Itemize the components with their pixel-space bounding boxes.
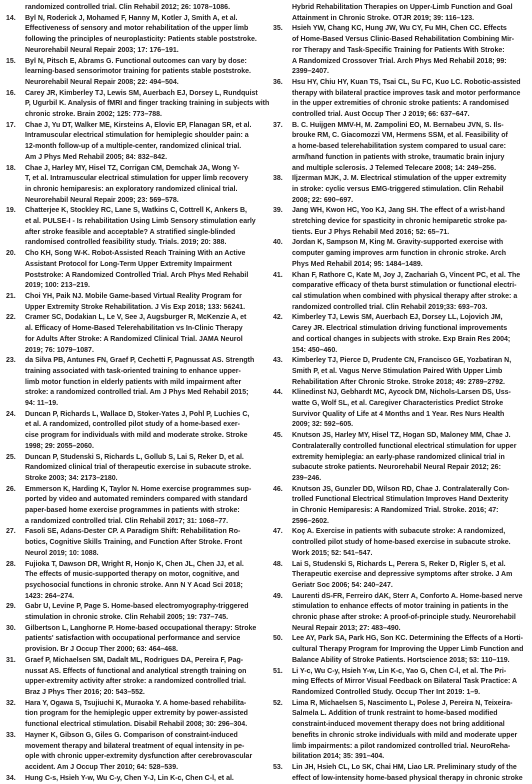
reference-entry	[273, 356, 529, 388]
reference-line: 2019; 76: 1079–1087.	[25, 346, 94, 354]
reference-text	[292, 388, 529, 431]
reference-line: for Adults After Stroke: A Randomized Clinical Trial. JAMA Neurol	[25, 335, 243, 343]
reference-line: Rehabilitation After Chronic Stroke. Stroke 2018; 49: 2789–2792.	[292, 378, 505, 386]
reference-line: accident. Am J Occup Ther 2010; 64: 528–539.	[25, 763, 179, 771]
reference-number: 42.	[273, 314, 283, 322]
reference-line: Koç A. Exercise in patients with subacute stroke: A randomized,	[292, 528, 506, 536]
reference-entry	[6, 356, 262, 410]
reference-line: in stroke: cyclic versus EMG-triggered stimulation. Clin Rehabil	[292, 185, 504, 193]
reference-line: Lai S, Studenski S, Richards L, Perera S, Reker D, Rigler S, et al.	[292, 560, 506, 568]
reference-line: in the upper extremities of chronic stroke patients: A randomised	[292, 100, 509, 108]
reference-entry	[6, 602, 262, 623]
reference-number: 52.	[273, 699, 283, 707]
reference-line: Salmela L. Addition of trunk restraint to home-based modified	[292, 710, 498, 718]
reference-line: in Chronic Hemiparesis: A Randomized Trial. Stroke. 2016; 47:	[292, 507, 499, 515]
reference-entry	[6, 3, 262, 14]
reference-line: randomized controlled trial. Clin Rehabil 2012; 26: 1078–1086.	[25, 4, 231, 11]
left-column	[6, 3, 270, 784]
reference-line: watte G, Wolf SL, et al. Caregiver Characteristics Predict Stroke	[292, 400, 504, 408]
reference-line: constraint-induced movement therapy does not bring additional	[292, 721, 505, 729]
reference-entry	[273, 634, 529, 666]
reference-line: Poststroke: A Randomized Controlled Trial. Arch Phys Med Rehabil	[25, 271, 249, 279]
right-column	[273, 3, 529, 784]
reference-line: tients. Eur J Phys Rehabil Med 2016; 52: 65–71.	[292, 228, 450, 236]
reference-entry	[6, 121, 262, 164]
reference-line: Gilbertson L, Langhorne P. Home-based occupational therapy: Stroke	[25, 624, 257, 632]
reference-line: randomised controlled feasibility study. Trials. 2019; 20: 388.	[25, 239, 227, 247]
reference-line: Neurol 2019; 10: 1088.	[25, 549, 99, 557]
reference-entry	[273, 78, 529, 121]
reference-line: ported by video and automated reminders compared with standard	[25, 496, 248, 504]
reference-line: Klinedinst NJ, Gebhardt MC, Aycock DM, Nichols-Larsen DS, Uss-	[292, 389, 511, 397]
reference-entry	[6, 527, 262, 559]
reference-text	[25, 527, 262, 559]
reference-line: patients' satisfaction with occupational performance and service	[25, 635, 241, 643]
reference-number: 50.	[273, 635, 283, 643]
reference-line: Fasoli SE, Adans-Dester CP. A Paradigm Shift: Rehabilitation Ro-	[25, 528, 241, 536]
reference-number: 21.	[6, 292, 16, 300]
reference-entry	[6, 453, 262, 485]
reference-line: Cho KH, Song W-K. Robot-Assisted Reach Training With an Active	[25, 250, 246, 258]
reference-text	[25, 410, 262, 453]
reference-number: 16.	[6, 89, 16, 97]
reference-line: Jang WH, Kwon HC, Yoo KJ, Jang SH. The effect of a wrist-hand	[292, 207, 505, 215]
reference-entry	[6, 292, 262, 313]
reference-text	[25, 313, 262, 356]
reference-text	[25, 57, 262, 89]
reference-line: Work 2015; 52: 541–547.	[292, 549, 373, 557]
reference-line: Neurorehabil Neural Repair 2008; 22: 494–504.	[25, 78, 179, 86]
reference-line: Chae J, Yu DT, Walker ME, Kirsteins A, Elovic EP, Flanagan SR, et al.	[25, 121, 252, 129]
reference-line: after stroke feasible and acceptable? A stratified single-blinded	[25, 228, 236, 236]
reference-number: 26.	[6, 485, 16, 493]
reference-line: movement therapy and bilateral treatment of equal intensity in pe-	[25, 742, 245, 750]
reference-line: Hybrid Rehabilitation Therapies on Upper-Limb Function and Goal	[292, 4, 513, 11]
reference-line: psychosocial functions in chronic stroke. Ann N Y Acad Sci 2018;	[25, 581, 243, 589]
reference-line: Balance Ability of Stroke Patients. Hortscience 2018; 53: 110–119.	[292, 656, 510, 664]
reference-text	[25, 453, 262, 485]
reference-line: et al. PULSE-I - Is rehabilitation Using Limb Sensory stimulation early	[25, 218, 256, 226]
reference-entry	[273, 431, 529, 485]
reference-entry	[6, 313, 262, 356]
reference-line: learning-based sensorimotor training for patients stable poststroke.	[25, 68, 251, 76]
reference-line: Lima R, Michaelsen S, Nascimento L, Polese J, Pereira N, Teixeira-	[292, 699, 513, 707]
reference-line: bilitation 2014; 35: 391–404.	[292, 753, 385, 761]
reference-line: Choi YH, Paik NJ. Mobile Game-based Virtual Reality Program for	[25, 292, 242, 300]
reference-line: Duncan P, Studenski S, Richards L, Gollub S, Lai S, Reker D, et al.	[25, 453, 244, 461]
reference-line: A Randomized Crossover Trial. Arch Phys Med Rehabil 2018; 99:	[292, 57, 507, 65]
reference-text	[292, 634, 529, 666]
reference-entry	[6, 89, 270, 121]
reference-number: 25.	[6, 453, 16, 461]
reference-number: 46.	[273, 485, 283, 493]
reference-line: Effectiveness of sensory and motor rehabilitation of the upper limb	[25, 25, 249, 33]
reference-line: nussat AS. Effects of functional and analytical strength training on	[25, 667, 247, 675]
reference-entry	[273, 485, 529, 528]
reference-line: 2399–2407.	[292, 68, 329, 76]
reference-line: Carey JR. Electrical stimulation driving functional improvements	[292, 325, 508, 333]
reference-line: a randomized controlled trial. Clin Rehabil 2017; 31: 1068–77.	[25, 517, 229, 525]
reference-line: stimulation to enhance effects of motor training in patients in the	[292, 603, 509, 611]
reference-line: arm/hand function in patients with stroke, traumatic brain injury	[292, 153, 505, 161]
reference-line: 2008; 22: 690–697.	[292, 196, 354, 204]
reference-line: 2009; 32: 592–605.	[292, 421, 354, 429]
reference-line: controlled trial. Aust Occup Ther J 2019; 66: 637–647.	[292, 111, 470, 119]
reference-entry	[273, 238, 529, 270]
reference-number: 39.	[273, 207, 283, 215]
reference-line: Li Y-c, Wu C-y, Hsieh Y-w, Lin K-c, Yao G, Chen C-l, et al. The Pri-	[292, 667, 507, 675]
reference-entry	[273, 271, 529, 314]
reference-entry	[6, 699, 262, 731]
reference-line: The effects of music-supported therapy on motor, cognitive, and	[25, 571, 240, 579]
reference-number: 53.	[273, 763, 283, 771]
reference-line: al. Efficacy of Home-Based Telerehabilitation vs In-Clinic Therapy	[25, 325, 243, 333]
reference-number: 29.	[6, 603, 16, 611]
reference-line: training associated with task-oriented training to enhance upper-	[25, 367, 241, 375]
reference-line: et al. A randomized, controlled pilot study of a home-based exer-	[25, 421, 240, 429]
reference-number: 14.	[6, 14, 16, 22]
reference-line: ming Effects of Mirror Visual Feedback on Bilateral Task Practice: A	[292, 678, 518, 686]
reference-line: brouke RM, C. Giacomozzi VM, Hermens SSM, et al. Feasibility of	[292, 132, 508, 140]
reference-line: Assistant Protocol for Long-Term Upper Extremity Impairment	[25, 260, 232, 268]
reference-number: 23.	[6, 357, 16, 365]
reference-number: 37.	[273, 121, 283, 129]
reference-entry	[273, 174, 529, 206]
reference-number: 41.	[273, 271, 283, 279]
reference-number: 22.	[6, 314, 16, 322]
reference-line: Lin JH, Hsieh CL, Lo SK, Chai HM, Liao LR. Preliminary study of the	[292, 763, 517, 771]
reference-line: Cramer SC, Dodakian L, Le V, See J, Augsburger R, McKenzie A, et	[25, 314, 247, 322]
reference-text	[292, 121, 529, 175]
reference-entry	[273, 206, 529, 238]
reference-line: Duncan P, Richards L, Wallace D, Stoker-Yates J, Pohl P, Luchies C,	[25, 410, 250, 418]
reference-text	[25, 774, 262, 784]
reference-line: 1998; 29: 2055–2060.	[25, 442, 94, 450]
reference-line: Upper Extremity Stroke Rehabilitation. J Vis Exp 2018; 133: 56241.	[25, 303, 246, 311]
reference-entry	[6, 624, 262, 656]
reference-entry	[6, 774, 262, 784]
reference-line: T, et al. Intramuscular electrical stimulation for upper limb recovery	[25, 175, 249, 183]
reference-entry	[273, 560, 529, 592]
reference-text	[25, 89, 269, 121]
reference-text	[292, 3, 529, 24]
reference-text	[25, 164, 262, 207]
reference-line: therapy with bilateral practice improves task and motor performance	[292, 89, 521, 97]
reference-line: stimulation in chronic stroke. Clin Rehabil 2005; 19: 737–745.	[25, 614, 229, 622]
reference-line: Chae J, Harley MY, Hisel TZ, Corrigan CM, Demchak JA, Wong Y-	[25, 164, 240, 172]
reference-line: Iljzerman MJK, J. M. Electrical stimulation of the upper extremity	[292, 175, 507, 183]
reference-text	[292, 174, 529, 206]
reference-number: 49.	[273, 592, 283, 600]
reference-line: Hung C-s, Hsieh Y-w, Wu C-y, Chen Y-J, Lin K-c, Chen C-l, et al.	[25, 774, 234, 782]
reference-line: functional electrical stimulation. Disabil Rehabil 2008; 30: 296–304.	[25, 721, 248, 729]
reference-entry	[273, 527, 529, 559]
reference-text	[25, 356, 262, 410]
reference-number: 18.	[6, 164, 16, 172]
reference-number: 35.	[273, 25, 283, 33]
reference-line: Attainment in Chronic Stroke. OTJR 2019; 39: 116–123.	[292, 14, 475, 22]
reference-text	[292, 78, 529, 121]
reference-line: Jordan K, Sampson M, King M. Gravity-supported exercise with	[292, 239, 504, 247]
reference-line: provision. Br J Occup Ther 2000; 63: 464–468.	[25, 646, 178, 654]
reference-entry	[6, 57, 262, 89]
reference-line: Contralaterally controlled functional electrical stimulation for upper	[292, 442, 517, 450]
reference-line: tion program for the hemiplegic upper extremity by power-assisted	[25, 710, 248, 718]
reference-number: 28.	[6, 560, 16, 568]
reference-text	[25, 560, 262, 603]
reference-line: Laurenti dS-FR, Ferreiro dAK, Sterr A, Conforto A. Home-based nerve	[292, 592, 523, 600]
reference-entry	[273, 388, 529, 431]
reference-line: Knutson JS, Harley MY, Hisel TZ, Hogan SD, Maloney MM, Chae J.	[292, 432, 511, 440]
reference-number: 48.	[273, 560, 283, 568]
reference-entry	[6, 485, 262, 528]
reference-line: Randomized clinical trial of therapeutic exercise in subacute stroke.	[25, 464, 252, 472]
reference-text	[292, 592, 529, 635]
reference-line: Smith P, et al. Vagus Nerve Stimulation Paired With Upper Limb	[292, 367, 503, 375]
reference-line: and multiple sclerosis. J Telemed Telecare 2008; 14: 249–256.	[292, 164, 497, 172]
reference-line: Am J Phys Med Rehabil 2005; 84: 832–842.	[25, 153, 168, 161]
reference-number: 27.	[6, 528, 16, 536]
reference-line: benefits in chronic stroke individuals with mild and moderate upper	[292, 731, 518, 739]
reference-text	[292, 24, 529, 78]
reference-entry	[6, 410, 262, 453]
reference-text	[25, 121, 262, 164]
reference-text	[25, 249, 262, 292]
reference-line: da Silva PB, Antunes FN, Graef P, Cechetti F, Pagnussat AS. Strength	[25, 357, 255, 365]
reference-line: and cortical changes in subjects with stroke. Exp Brain Res 2004;	[292, 335, 511, 343]
reference-text	[25, 699, 262, 731]
reference-line: Neurorehabil Neural Repair 2009; 23: 569–578.	[25, 196, 179, 204]
reference-line: comparative efficacy of theta burst stimulation or functional electri-	[292, 282, 517, 290]
reference-line: cal stimulation when combined with physical therapy after stroke: a	[292, 292, 518, 300]
reference-line: a home-based telerehabilitation system compared to usual care:	[292, 143, 506, 151]
reference-line: Hayner K, Gibson G, Giles G. Comparison of constraint-induced	[25, 731, 238, 739]
reference-line: Emmerson K, Harding K, Taylor N. Home exercise programmes sup-	[25, 485, 252, 493]
reference-line: limb impairments: a pilot randomized controlled trial. NeuroReha-	[292, 742, 511, 750]
reference-text	[292, 667, 529, 699]
reference-number: 19.	[6, 207, 16, 215]
reference-line: Hsu HY, Chiu HY, Kuan TS, Tsai CL, Su FC, Kuo LC. Robotic-assisted	[292, 78, 521, 86]
reference-line: Hara Y, Ogawa S, Tsujiuchi K, Muraoka Y. A home-based rehabilita-	[25, 699, 247, 707]
reference-number: 30.	[6, 624, 16, 632]
reference-entry	[273, 121, 529, 175]
reference-number: 33.	[6, 731, 16, 739]
reference-line: trolled Functional Electrical Stimulation Improves Hand Dexterity	[292, 496, 509, 504]
reference-line: Graef P, Michaelsen SM, Dadalt ML, Rodrigues DA, Pereira F, Pag-	[25, 656, 244, 664]
reference-entry	[273, 699, 529, 763]
reference-line: subacute stroke patients. Neurorehabil Neural Repair 2012; 26:	[292, 464, 501, 472]
reference-text	[25, 206, 262, 249]
reference-line: Phys Med Rehabil 2014; 95: 1484–1489.	[292, 260, 423, 268]
reference-entry	[6, 656, 262, 699]
reference-line: Neurorehabil Neural Repair 2003; 17: 176–191.	[25, 46, 179, 54]
reference-text	[292, 560, 529, 592]
reference-line: Gabr U, Levine P, Page S. Home-based electromyography-triggered	[25, 603, 249, 611]
reference-number: 44.	[273, 389, 283, 397]
reference-line: Braz J Phys Ther 2016; 20: 543–552.	[25, 689, 145, 696]
reference-entry	[6, 14, 262, 57]
reference-line: of Home-Based Versus Clinic-Based Rehabilitation Combining Mir-	[292, 36, 515, 44]
reference-line: Knutson JS, Gunzler DD, Wilson RD, Chae J. Contralaterally Con-	[292, 485, 510, 493]
reference-entry	[273, 592, 529, 635]
reference-line: 239–246.	[292, 474, 322, 482]
reference-line: Geriatr Soc 2006; 54: 240–247.	[292, 581, 393, 589]
reference-line: controlled pilot study of home-based exercise in subacute stroke.	[292, 539, 511, 547]
reference-line: Kimberley TJ, Pierce D, Prudente CN, Francisco GE, Yozbatiran N,	[292, 357, 512, 365]
reference-text	[292, 527, 529, 559]
reference-line: 94: 11–19.	[25, 400, 59, 408]
reference-line: 2019; 100: 213–219.	[25, 282, 90, 290]
reference-line: Carey JR, Kimberley TJ, Lewis SM, Auerbach EJ, Dorsey L, Rundquist	[25, 89, 258, 97]
reference-line: B. C. Huijgen MMV-H, M. Zampolini EO, M. Bernabeu JVN, S. Ils-	[292, 121, 504, 129]
reference-text	[292, 699, 529, 763]
reference-entry	[273, 313, 529, 356]
reference-text	[25, 292, 262, 313]
reference-line: Randomized Controlled Study. Occup Ther Int 2019: 1–9.	[292, 689, 481, 696]
reference-line: limb motor function in elderly patients with mild impairment after	[25, 378, 242, 386]
reference-line: upper-extremity activity after stroke: a randomized controlled trial.	[25, 678, 246, 686]
reference-line: stretching device for spasticity in chronic hemiparetic stroke pa-	[292, 218, 508, 226]
reference-number: 51.	[273, 667, 283, 675]
reference-line: Neural Repair 2013; 27: 483–490.	[292, 624, 401, 632]
reference-entry	[6, 206, 262, 249]
reference-line: paper-based home exercise programmes in patients with stroke:	[25, 507, 240, 515]
reference-line: extremity hemiplegia: an early-phase randomized clinical trial in	[292, 453, 505, 461]
reference-number: 15.	[6, 57, 16, 65]
reference-number: 34.	[6, 774, 16, 782]
reference-number: 40.	[273, 239, 283, 247]
reference-line: 12-month follow-up of a multiple-center, randomized clinical trial.	[25, 143, 242, 151]
reference-number: 17.	[6, 121, 16, 129]
reference-text	[292, 356, 529, 388]
reference-line: chronic stroke. Brain 2002; 125: 773–788.	[25, 111, 162, 119]
reference-text	[292, 313, 529, 356]
reference-number: 47.	[273, 528, 283, 536]
reference-text	[25, 602, 262, 623]
reference-line: ople with chronic upper-extremity dysfunction after cerebrovascular	[25, 753, 253, 761]
reference-text	[25, 485, 262, 528]
reference-line: botics, Cognitive Skills Training, and Function After Stroke. Front	[25, 539, 243, 547]
reference-number: 45.	[273, 432, 283, 440]
reference-number: 24.	[6, 410, 16, 418]
reference-line: following the principles of neuroplasticity: Patients stable poststroke.	[25, 36, 257, 44]
reference-entry	[273, 763, 529, 784]
reference-line: Byl N, Roderick J, Mohamed F, Hanny M, Kotler J, Smith A, et al.	[25, 14, 238, 22]
reference-line: Byl N, Pitsch E, Abrams G. Functional outcomes can vary by dose:	[25, 57, 247, 65]
reference-line: Hsieh YW, Chang KC, Hung JW, Wu CY, Fu MH, Chen CC. Effects	[292, 25, 507, 33]
reference-text	[292, 271, 529, 314]
reference-text	[292, 206, 529, 238]
reference-number: 32.	[6, 699, 16, 707]
reference-line: 2596–2602.	[292, 517, 329, 525]
reference-line: chronic phase after stroke: A proof-of-principle study. Neurorehabil	[292, 614, 516, 622]
reference-number: 43.	[273, 357, 283, 365]
reference-line: randomized controlled trial. Clin Rehabil 2019;33: 693–703.	[292, 303, 488, 311]
reference-line: 154: 450–460.	[292, 346, 338, 354]
reference-entry	[6, 731, 262, 774]
reference-line: Chatterjee K, Stockley RC, Lane S, Watkins C, Cottrell K, Ankers B,	[25, 207, 247, 215]
reference-number: 20.	[6, 250, 16, 258]
reference-line: Lee AY, Park SA, Park HG, Son KC. Determining the Effects of a Horti-	[292, 635, 523, 643]
reference-number: 38.	[273, 175, 283, 183]
reference-text	[292, 238, 529, 270]
reference-text	[25, 656, 262, 699]
reference-line: Fujioka T, Dawson DR, Wright R, Honjo K, Chen JL, Chen JJ, et al.	[25, 560, 244, 568]
reference-line: cise program for individuals with mild and moderate stroke. Stroke	[25, 432, 248, 440]
reference-entry	[6, 560, 262, 603]
reference-line: Therapeutic exercise and depressive symptoms after stroke. J Am	[292, 571, 513, 579]
reference-line: Intramuscular electrical stimulation for hemiplegic shoulder pain: a	[25, 132, 249, 140]
reference-line: in chronic hemiparesis: an exploratory randomized clinical trial.	[25, 185, 238, 193]
reference-entry	[273, 3, 529, 24]
reference-line: Khan F, Rathore C, Kate M, Joy J, Zachariah G, Vincent PC, et al. The	[292, 271, 521, 279]
reference-line: Survivor Quality of Life at 4 Months and 1 Year. Res Nurs Health	[292, 410, 505, 418]
reference-line: cultural Therapy Program for Improving the Upper Limb Function and	[292, 646, 524, 654]
reference-number: 31.	[6, 656, 16, 664]
reference-text	[25, 624, 262, 656]
reference-line: P, Ugurbil K. Analysis of fMRI and finger tracking training in subjects with	[25, 100, 270, 108]
reference-text	[292, 485, 529, 528]
reference-line: 1423: 264–274.	[25, 592, 75, 600]
reference-entry	[6, 249, 262, 292]
reference-text	[25, 14, 262, 57]
reference-text	[292, 431, 529, 485]
reference-line: stroke: a randomized controlled trial. Am J Phys Med Rehabil 2015;	[25, 389, 249, 397]
reference-text	[292, 763, 529, 784]
reference-line: Stroke 2003; 34: 2173–2180.	[25, 474, 118, 482]
reference-entry	[6, 164, 262, 207]
reference-entry	[273, 24, 529, 78]
reference-text	[25, 731, 262, 774]
reference-line: ror Therapy and Task-Specific Training for Patients With Stroke:	[292, 46, 505, 54]
reference-line: Kimberley TJ, Lewis SM, Auerbach EJ, Dorsey LL, Lojovich JM,	[292, 314, 503, 322]
reference-entry	[273, 667, 529, 699]
reference-text	[25, 3, 262, 14]
reference-line: computer gaming improves arm function in chronic stroke. Arch	[292, 250, 507, 258]
reference-number: 36.	[273, 78, 283, 86]
reference-line: effect of low-intensity home-based physical therapy in chronic stroke	[292, 774, 523, 782]
